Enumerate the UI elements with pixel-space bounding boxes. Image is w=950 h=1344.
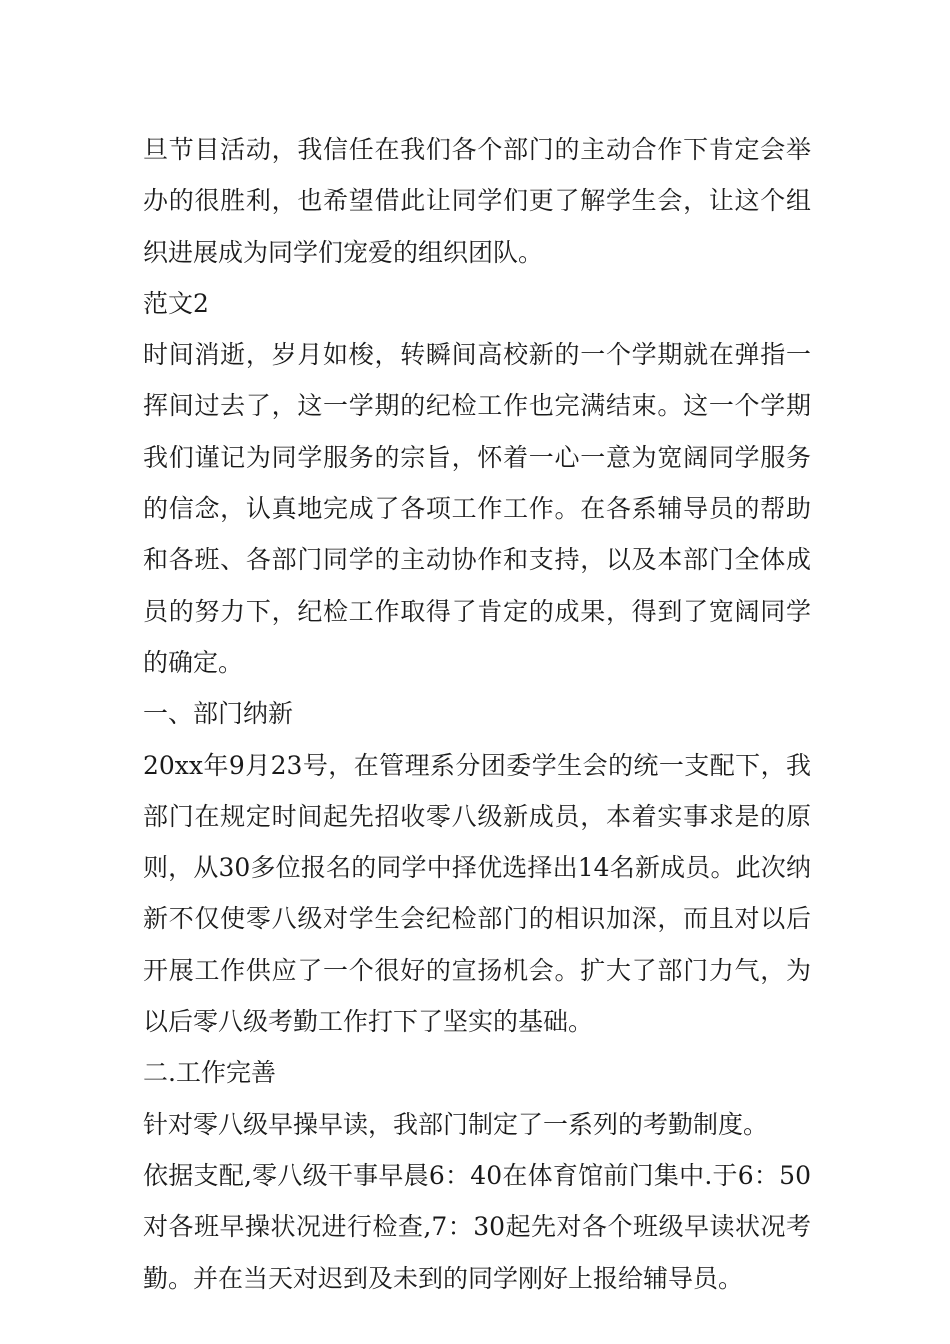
paragraph-schedule: 依据支配,零八级干事早晨6：40在体育馆前门集中.于6：50对各班早操状况进行检查,7：30起先对各个班级早读状况考勤。并在当天对迟到及未到的同学刚好上报给辅导员。 [143,1160,811,1293]
paragraph-attendance-rules: 针对零八级早操早读，我部门制定了一系列的考勤制度。 [143,1109,769,1139]
section-heading-sample-2: 范文2 [143,288,209,318]
section-heading-work-improvement: 二.工作完善 [143,1058,276,1088]
section-heading-recruitment: 一、部门纳新 [143,699,294,729]
document-body [143,124,811,1304]
paragraph-continuation: 旦节目活动，我信任在我们各个部门的主动合作下肯定会举办的很胜利，也希望借此让同学们更了解学生会，让这个组织进展成为同学们宠爱的组织团队。 [143,135,811,267]
paragraph-intro: 时间消逝，岁月如梭，转瞬间高校新的一个学期就在弹指一挥间过去了，这一学期的纪检工作也完满结束。这一个学期我们谨记为同学服务的宗旨，怀着一心一意为宽阔同学服务的信念，认真地完成了各项工作工作。在各系辅导员的帮助和各班、各部门同学的主动协作和支持，以及本部门全体成员的努力下，纪检工作取得了肯定的成果，得到了宽阔同学的确定。 [143,340,811,677]
paragraph-recruitment: 20xx年9月23号，在管理系分团委学生会的统一支配下，我部门在规定时间起先招收零八级新成员，本着实事求是的原则，从30多位报名的同学中择优选择出14名新成员。此次纳新不仅使零八级对学生会纪检部门的相识加深，而且对以后开展工作供应了一个很好的宣扬机会。扩大了部门力气，为以后零八级考勤工作打下了坚实的基础。 [143,750,811,1037]
